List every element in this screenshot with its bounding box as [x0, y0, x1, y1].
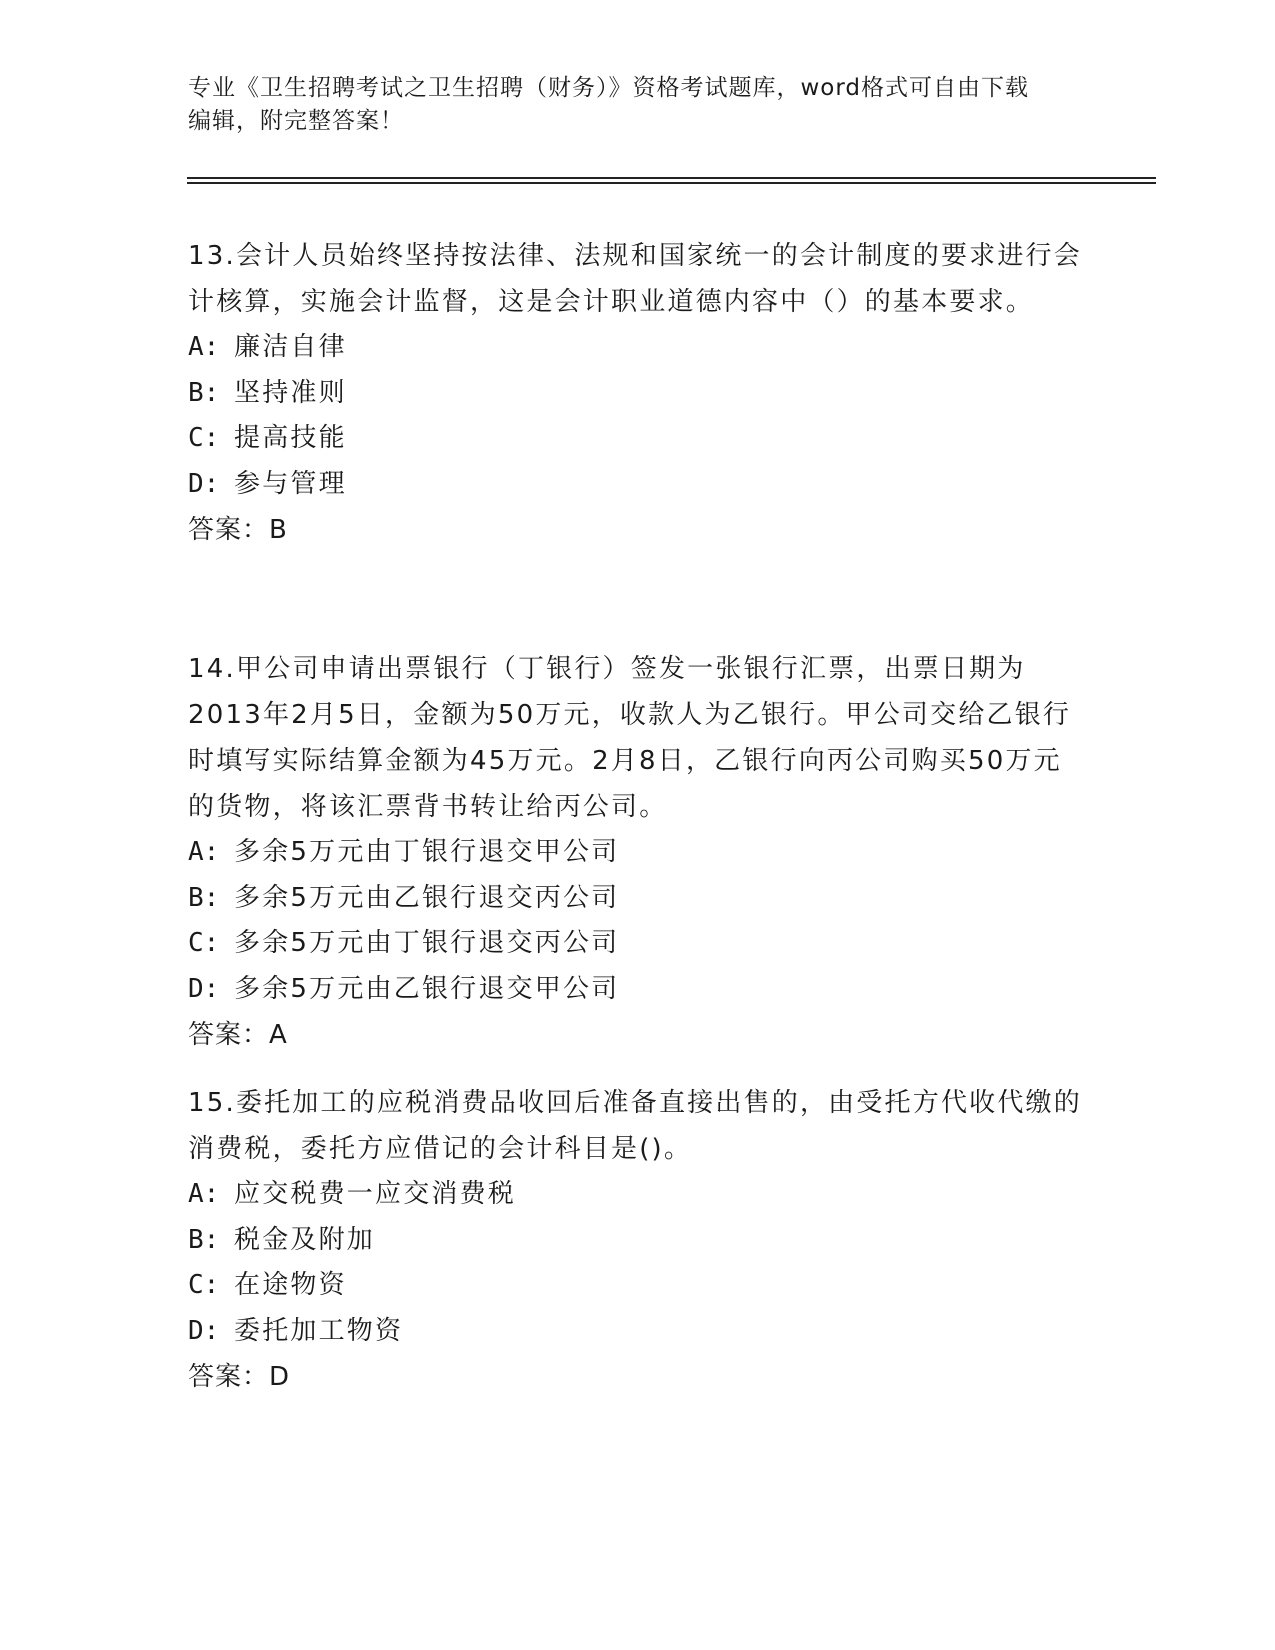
question-13 [188, 233, 1088, 553]
option-text: 多余5万元由丁银行退交甲公司 [234, 837, 620, 867]
answer: 答案：A [188, 1020, 288, 1050]
option-text: 廉洁自律 [234, 332, 347, 362]
header-line-1: 专业《卫生招聘考试之卫生招聘（财务）》资格考试题库，word格式可自由下载 [188, 75, 1030, 101]
option-text: 坚持准则 [234, 377, 347, 408]
option-letter: C: [188, 1270, 220, 1300]
option-letter: D: [188, 468, 220, 499]
option-b [188, 1218, 1088, 1264]
answer: 答案：B [188, 515, 288, 545]
option-letter: D: [188, 973, 220, 1004]
option-text: 多余5万元由乙银行退交甲公司 [234, 973, 620, 1004]
option-b [188, 876, 1088, 922]
header-divider-bottom [187, 182, 1156, 184]
question-text: 14.甲公司申请出票银行（丁银行）签发一张银行汇票，出票日期为2013年2月5日，金额为50万元，收款人为乙银行。甲公司交给乙银行时填写实际结算金额为45万元。2月8日，乙银行向丙公司购买50万元的货物，将该汇票背书转让给丙公司。 [188, 654, 1072, 822]
option-c [188, 416, 1088, 462]
option-text: 在途物资 [234, 1270, 347, 1300]
question-15 [188, 1080, 1088, 1400]
option-letter: B: [188, 882, 220, 913]
option-letter: C: [188, 423, 220, 453]
question-14 [188, 646, 1088, 1058]
option-letter: A: [188, 1179, 220, 1209]
option-a [188, 325, 1088, 371]
option-d [188, 462, 1088, 508]
option-a [188, 830, 1088, 876]
option-text: 委托加工物资 [234, 1315, 404, 1346]
option-c [188, 921, 1088, 967]
question-text: 13.会计人员始终坚持按法律、法规和国家统一的会计制度的要求进行会计核算，实施会计监督，这是会计职业道德内容中（）的基本要求。 [188, 241, 1082, 317]
option-letter: C: [188, 928, 220, 958]
option-d [188, 1309, 1088, 1355]
answer: 答案：D [188, 1362, 291, 1392]
header-line-2: 编辑，附完整答案！ [188, 108, 404, 134]
option-letter: B: [188, 1224, 220, 1255]
option-d [188, 967, 1088, 1013]
option-text: 提高技能 [234, 423, 347, 453]
question-text: 15.委托加工的应税消费品收回后准备直接出售的，由受托方代收代缴的消费税，委托方应借记的会计科目是()。 [188, 1088, 1082, 1164]
option-letter: A: [188, 332, 220, 362]
option-text: 应交税费一应交消费税 [234, 1179, 517, 1209]
option-letter: D: [188, 1315, 220, 1346]
option-a [188, 1172, 1088, 1218]
option-c [188, 1263, 1088, 1309]
option-b [188, 371, 1088, 417]
option-text: 多余5万元由乙银行退交丙公司 [234, 882, 620, 913]
option-text: 税金及附加 [234, 1224, 376, 1255]
option-letter: B: [188, 377, 220, 408]
option-text: 多余5万元由丁银行退交丙公司 [234, 928, 620, 958]
header-divider-top [187, 177, 1156, 179]
option-text: 参与管理 [234, 468, 347, 499]
option-letter: A: [188, 837, 220, 867]
document-header [188, 72, 1068, 138]
